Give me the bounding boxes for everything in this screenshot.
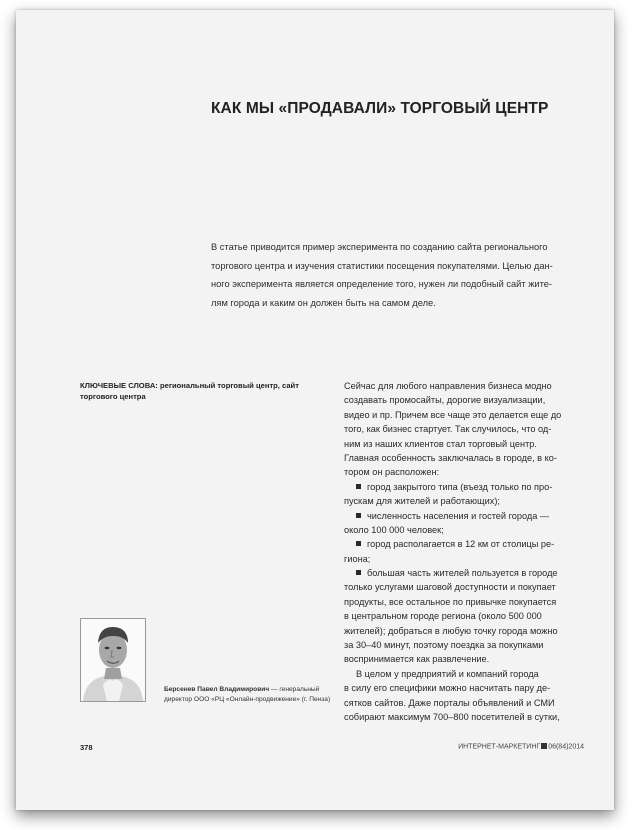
body-text-line <box>344 494 598 508</box>
separator-square-icon <box>541 743 547 749</box>
bullet-square-icon <box>356 513 361 518</box>
body-line-text: продукты, все остальное по привычке покупается <box>344 596 557 607</box>
article-title: КАК МЫ «ПРОДАВАЛИ» ТОРГОВЫЙ ЦЕНТР <box>211 100 549 117</box>
body-line-text: город закрытого типа (въезд только по про- <box>367 481 553 492</box>
body-bullet-item <box>344 566 598 580</box>
abstract-line: ного эксперимента является определение того, нужен ли подобный сайт жите- <box>211 279 553 290</box>
body-text-line <box>344 710 598 724</box>
body-text-line <box>344 451 598 465</box>
body-line-text: численность населения и гостей города — <box>367 510 550 521</box>
keywords-block <box>80 380 335 402</box>
keywords-text: региональный торговый центр, сайт торгового центра <box>80 381 299 401</box>
body-line-text: собирают максимум 700–800 посетителей в сутки, <box>344 711 560 722</box>
body-text-line <box>344 638 598 652</box>
abstract-line: В статье приводится пример эксперимента по созданию сайта регионального <box>211 242 548 252</box>
body-text-line <box>344 408 598 422</box>
body-text-line <box>344 552 598 566</box>
body-line-text: гиона; <box>344 553 371 564</box>
body-text-line <box>344 580 598 594</box>
body-line-text: Главная особенность заключалась в городе, в ко- <box>344 452 557 463</box>
article-abstract <box>211 238 583 312</box>
body-text-line <box>344 609 598 623</box>
body-text-line <box>344 652 598 666</box>
body-bullet-item <box>344 480 598 494</box>
body-text-line <box>344 465 598 479</box>
author-name: Берсенев Павел Владимирович <box>164 686 270 693</box>
body-line-text: Сейчас для любого направления бизнеса модно <box>344 381 552 391</box>
page-number: 378 <box>80 743 93 752</box>
body-line-text: за 30–40 минут, поэтому поездка за покупками <box>344 640 544 651</box>
body-line-text: ним из наших клиентов стал торговый центр. <box>344 438 537 449</box>
abstract-line: торгового центра и изучения статистики посещения покупателями. Целью дан- <box>211 260 553 271</box>
body-text-line <box>344 624 598 638</box>
body-text-line <box>344 696 598 710</box>
author-description: — генеральный директор ООО «РЦ «Онлайн-продвижение» (г. Пенза) <box>164 686 331 703</box>
magazine-name: ИНТЕРНЕТ-МАРКЕТИНГ <box>458 743 541 751</box>
body-text-line <box>344 422 598 436</box>
author-portrait-image <box>81 619 145 701</box>
body-line-text: воспринимается как развлечение. <box>344 654 490 665</box>
body-text-line <box>344 393 598 407</box>
author-photo <box>80 618 146 702</box>
body-text-line <box>344 667 598 681</box>
body-bullet-item <box>344 537 598 551</box>
body-line-text: большая часть жителей пользуется в городе <box>367 568 558 579</box>
body-line-text: создавать промосайты, дорогие визуализации, <box>344 395 546 406</box>
body-line-text: в центральном городе региона (около 500 000 <box>344 611 542 622</box>
abstract-line: лям города и каким он должен быть на самом деле. <box>211 297 436 308</box>
body-line-text: около 100 000 человек; <box>344 524 444 535</box>
magazine-page <box>16 10 614 810</box>
body-text-line <box>344 595 598 609</box>
body-line-text: того, как бизнес стартует. Так случилось, что од- <box>344 424 552 435</box>
footer-publication <box>458 743 584 751</box>
body-line-text: в силу его специфики можно насчитать пару де- <box>344 683 551 694</box>
bullet-square-icon <box>356 570 361 575</box>
author-info <box>164 685 334 705</box>
issue-number: 06(84)2014 <box>548 743 584 751</box>
article-body <box>344 379 598 724</box>
body-text-line <box>344 523 598 537</box>
bullet-square-icon <box>356 541 361 546</box>
body-line-text: сятков сайтов. Даже порталы объявлений и СМИ <box>344 697 555 708</box>
body-line-text: только услугами шаговой доступности и покупает <box>344 582 556 593</box>
body-line-text: пускам для жителей и работающих); <box>344 496 500 507</box>
body-line-text: видео и пр. Причем все чаще это делается еще до <box>344 409 562 420</box>
body-line-text: тором он расположен: <box>344 467 440 478</box>
body-text-line <box>344 379 598 393</box>
bullet-square-icon <box>356 484 361 489</box>
body-line-text: В целом у предприятий и компаний города <box>356 668 539 679</box>
body-line-text: жителей); добраться в любую точку города можно <box>344 625 558 636</box>
body-bullet-item <box>344 509 598 523</box>
body-text-line <box>344 437 598 451</box>
body-text-line <box>344 681 598 695</box>
keywords-label: КЛЮЧЕВЫЕ СЛОВА: <box>80 381 158 390</box>
body-line-text: город располагается в 12 км от столицы ре- <box>367 539 555 550</box>
